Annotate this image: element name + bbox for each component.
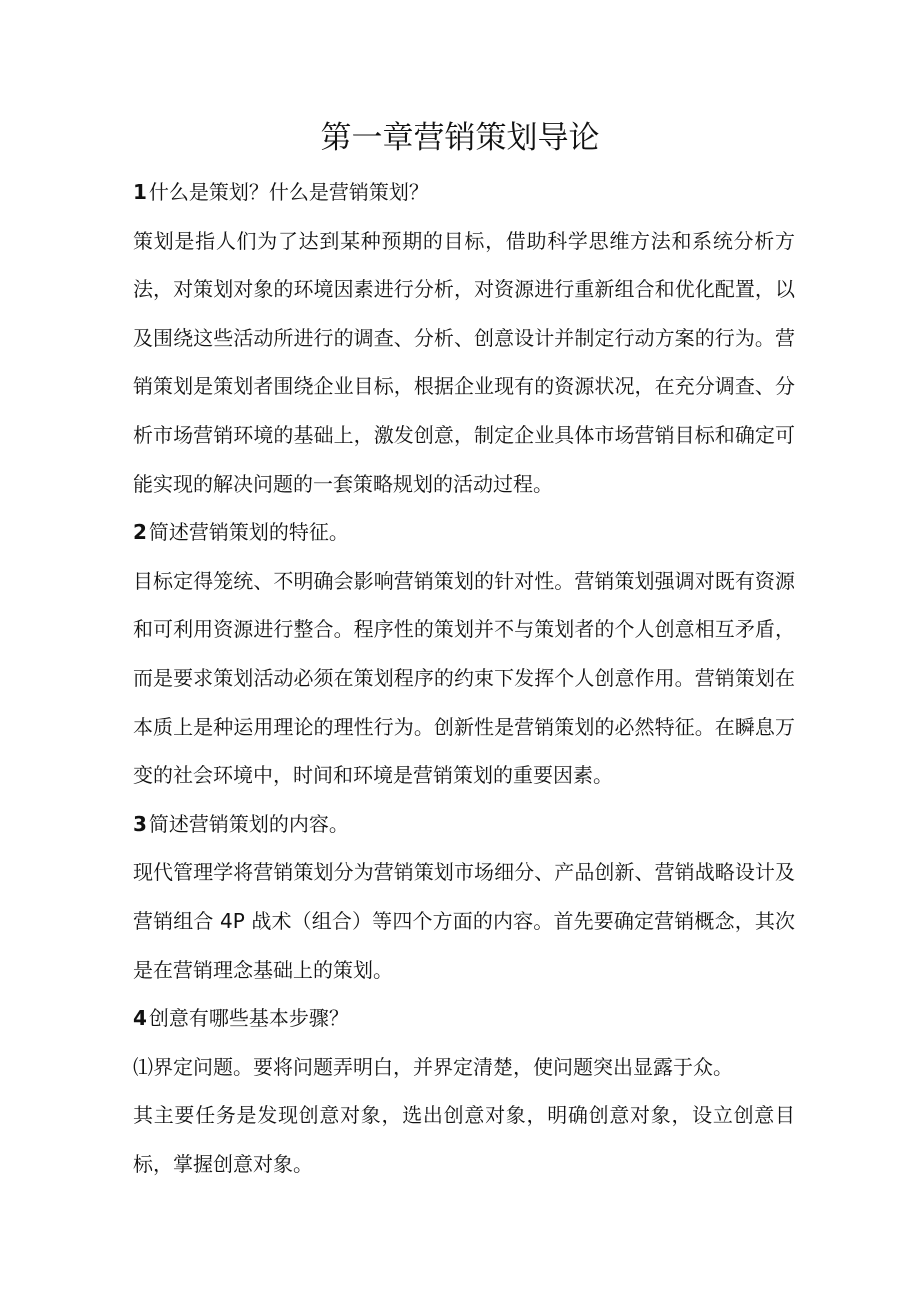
question-3 [133,800,795,849]
question-4 [133,994,795,1043]
answer-4-detail: 其主要任务是发现创意对象，选出创意对象，明确创意对象，设立创意目标，掌握创意对象。 [133,1103,795,1176]
question-4-number: 4 [133,1006,147,1031]
page-title: 第一章营销策划导论 [320,120,600,156]
question-1-number: 1 [133,180,147,204]
answer-2: 目标定得笼统、不明确会影响营销策划的针对性。营销策划强调对既有资源和可利用资源进行整合。程序性的策划并不与策划者的个人创意相互矛盾，而是要求策划活动必须在策划程序的约束下发挥个人创意作用。营销策划在本质上是种运用理论的理性行为。创新性是营销策划的必然特征。在瞬息万变的社会环境中，时间和环境是营销策划的重要因素。 [133,568,795,788]
question-1 [133,168,795,217]
question-4-text: 创意有哪些基本步骤？ [148,1006,349,1031]
answer-1: 策划是指人们为了达到某种预期的目标，借助科学思维方法和系统分析方法，对策划对象的环境因素进行分析，对资源进行重新组合和优化配置，以及围绕这些活动所进行的调查、分析、创意设计并制定行动方案的行为。营销策划是策划者围绕企业目标，根据企业现有的资源状况，在充分调查、分析市场营销环境的基础上，激发创意，制定企业具体市场营销目标和确定可能实现的解决问题的一套策略规划的活动过程。 [133,228,795,496]
answer-3-part-1: 现代管理学将营销策划分为营销策划市场细分、产品创新、营销战略设计及营销组合 [133,860,795,933]
question-2-number: 2 [133,520,147,545]
answer-3-4p-term: 4P [213,908,252,933]
question-1-text: 什么是策划？什么是营销策划？ [148,180,429,204]
question-2-text: 简述营销策划的特征。 [148,520,349,545]
answer-3-part-2: 战术（组合）等四个方面的内容。首先要确定营销概念，其次是在营销理念基础上的策划。 [133,908,795,982]
answer-3 [133,848,795,994]
question-3-text: 简述营销策划的内容。 [148,811,349,836]
question-3-number: 3 [133,811,147,836]
question-2 [133,508,795,557]
answer-4-step-1: ⑴界定问题。要将问题弄明白，并界定清楚，使问题突出显露于众。 [133,1054,733,1079]
document-body [133,168,795,1188]
